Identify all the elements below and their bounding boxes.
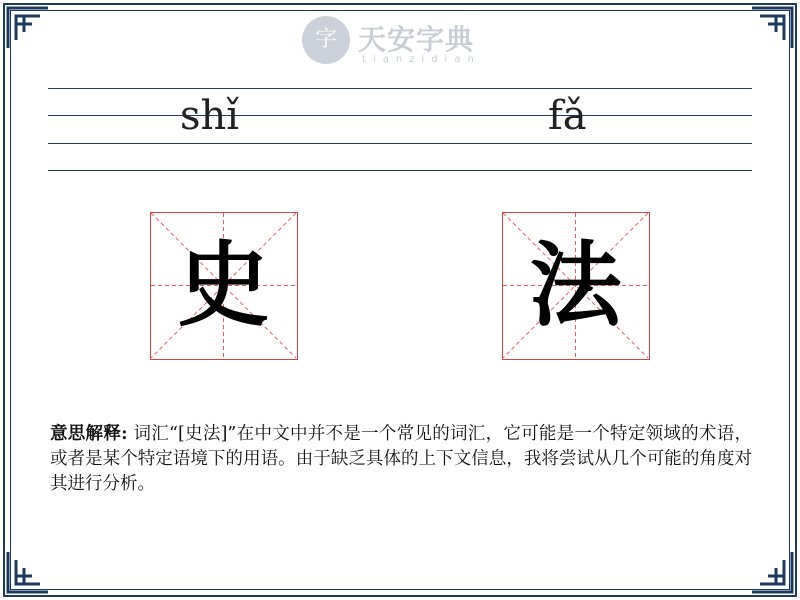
- logo-watermark: [300, 14, 500, 74]
- ruled-line: [48, 88, 752, 89]
- ruled-line: [48, 115, 752, 116]
- pinyin-ruled-lines: [48, 88, 752, 174]
- explanation-label: 意思解释: [50, 424, 122, 444]
- hanzi-character: 法: [529, 231, 622, 339]
- ruled-line: [48, 170, 752, 171]
- corner-ornament-icon: [6, 550, 50, 594]
- logo-subtitle: tianzidian: [362, 54, 481, 65]
- character-grid-box: [150, 212, 298, 360]
- corner-ornament-icon: [750, 550, 794, 594]
- corner-ornament-icon: [750, 6, 794, 50]
- explanation-text: 词汇“[史法]”在中文中并不是一个常见的词汇，它可能是一个特定领域的术语，或者是某个特定语境下的用语。由于缺乏具体的上下文信息，我将尝试从几个可能的角度对其进行分析。: [50, 424, 752, 494]
- ruled-line: [48, 143, 752, 144]
- corner-ornament-icon: [6, 6, 50, 50]
- hanzi-character: 史: [177, 231, 270, 339]
- character-grid-box: [502, 212, 650, 360]
- pinyin-syllable: fǎ: [548, 93, 587, 139]
- explanation-paragraph: [50, 422, 752, 497]
- logo-emblem-icon: 字: [302, 16, 350, 64]
- pinyin-syllable: shǐ: [180, 93, 240, 139]
- logo-title: 天安字典: [358, 23, 475, 56]
- label-colon: :: [121, 424, 128, 444]
